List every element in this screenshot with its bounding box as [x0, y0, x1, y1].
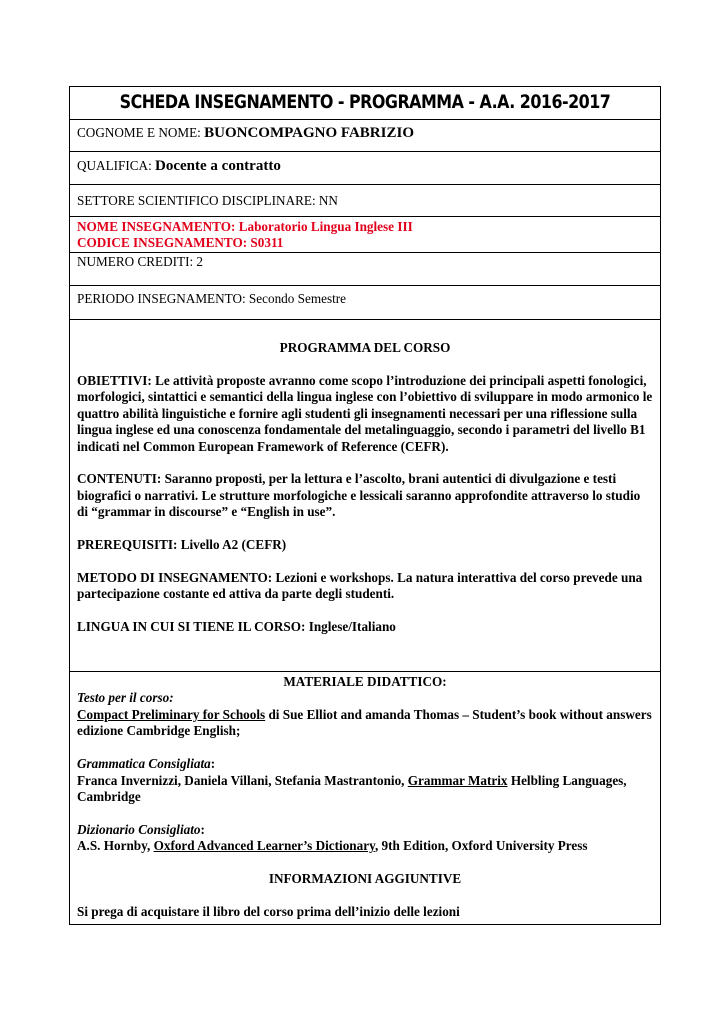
prerequisiti-text: Livello A2 (CEFR)	[180, 537, 287, 553]
crediti-label: NUMERO CREDITI:	[77, 254, 194, 269]
dizionario-label-line: Dizionario Consigliato:	[77, 821, 205, 837]
grammatica-label-line: Grammatica Consigliata:	[77, 756, 216, 772]
info-heading: INFORMAZIONI AGGIUNTIVE	[268, 871, 462, 887]
dizionario-label: Dizionario Consigliato	[77, 821, 201, 837]
grammatica-authors: Franca Invernizzi, Daniela Villani, Stefania Mastrantonio,	[77, 772, 408, 788]
name-row	[70, 119, 660, 151]
metodo-paragraph	[77, 570, 653, 603]
course-sheet-table	[69, 86, 661, 925]
periodo-value: : Secondo Semestre	[241, 291, 346, 306]
metodo-label: METODO DI INSEGNAMENTO:	[77, 570, 273, 586]
contenuti-text: Saranno proposti, per la lettura e l’ascolto, brani autentici di divulgazione e testi biografici o narrativi. Le strutture morfologiche e lessicali saranno approfondite attraverso lo studio di “grammar in discourse” e “English in use”.	[77, 471, 641, 520]
grammatica-title: Grammar Matrix	[407, 772, 508, 788]
programma-heading: PROGRAMMA DEL CORSO	[279, 340, 451, 355]
lingua-text: Inglese/Italiano	[308, 619, 396, 635]
periodo-row	[70, 285, 660, 319]
dizionario-paragraph	[77, 838, 653, 854]
metodo-text: Lezioni e workshops. La natura interattiva del corso prevede una partecipazione costante ed attiva da parte degli studenti.	[77, 570, 643, 602]
insegnamento-row	[70, 216, 660, 252]
settore-label: SETTORE SCIENTIFICO DISCIPLINARE:	[77, 193, 316, 208]
crediti-value: 2	[196, 254, 204, 269]
crediti-row	[70, 252, 660, 285]
lingua-paragraph	[77, 619, 653, 635]
programma-section	[70, 319, 660, 671]
dizionario-rest: , 9th Edition, Oxford University Press	[374, 838, 588, 854]
obiettivi-text: Le attività proposte avranno come scopo l’introduzione dei principali aspetti fonologici, morfologici, sintattici e semantici della lingua inglese con l’obiettivo di sviluppare in modo armonico le quattro abilità linguistiche e fornire agli studenti gli insegnamenti necessari per una riflessione sulla lingua inglese ed una conoscenza fondamentale del metalinguaggio, secondo i parametri del livello B1 indicati nel Common European Framework of Reference (CEFR).	[77, 372, 653, 454]
name-value: BUONCOMPAGNO FABRIZIO	[204, 125, 414, 141]
nome-insegnamento-label: NOME INSEGNAMENTO:	[77, 219, 236, 234]
qualifica-value: Docente a contratto	[155, 158, 281, 174]
periodo-label: PERIODO INSEGNAMENTO	[77, 291, 242, 306]
document-title: SCHEDA INSEGNAMENTO - PROGRAMMA - A.A. 2016-2017	[119, 92, 611, 113]
qualifica-row	[70, 151, 660, 184]
dizionario-author: A.S. Hornby,	[77, 838, 154, 854]
testo-paragraph	[77, 707, 653, 740]
grammatica-rest: Helbling Languages, Cambridge	[77, 772, 627, 804]
obiettivi-label: OBIETTIVI:	[77, 372, 152, 388]
testo-title: Compact Preliminary for Schools	[77, 706, 266, 722]
testo-label: Testo per il corso:	[77, 690, 174, 706]
info-text: Si prega di acquistare il libro del corso prima dell’inizio delle lezioni	[77, 904, 460, 920]
materiale-section	[70, 671, 660, 924]
settore-row	[70, 184, 660, 216]
grammatica-label: Grammatica Consigliata	[77, 756, 211, 772]
grammatica-paragraph	[77, 773, 653, 806]
dizionario-title: Oxford Advanced Learner’s Dictionary	[153, 838, 375, 854]
codice-insegnamento-value: S0311	[250, 235, 284, 251]
settore-value: NN	[318, 193, 338, 208]
prerequisiti-label: PREREQUISITI:	[77, 537, 178, 553]
testo-rest: di Sue Elliot and amanda Thomas – Student’s book without answers edizione Cambridge English;	[77, 706, 652, 739]
lingua-label: LINGUA IN CUI SI TIENE IL CORSO:	[77, 619, 306, 635]
name-label: COGNOME E NOME:	[77, 125, 201, 140]
obiettivi-paragraph	[77, 373, 653, 455]
codice-insegnamento-label: CODICE INSEGNAMENTO:	[77, 235, 248, 251]
contenuti-paragraph	[77, 471, 653, 520]
nome-insegnamento-value: Laboratorio Lingua Inglese III	[238, 219, 413, 234]
prerequisiti-paragraph	[77, 537, 653, 553]
qualifica-label: QUALIFICA:	[77, 158, 152, 173]
materiale-heading: MATERIALE DIDATTICO:	[283, 674, 447, 689]
contenuti-label: CONTENUTI:	[77, 471, 162, 487]
